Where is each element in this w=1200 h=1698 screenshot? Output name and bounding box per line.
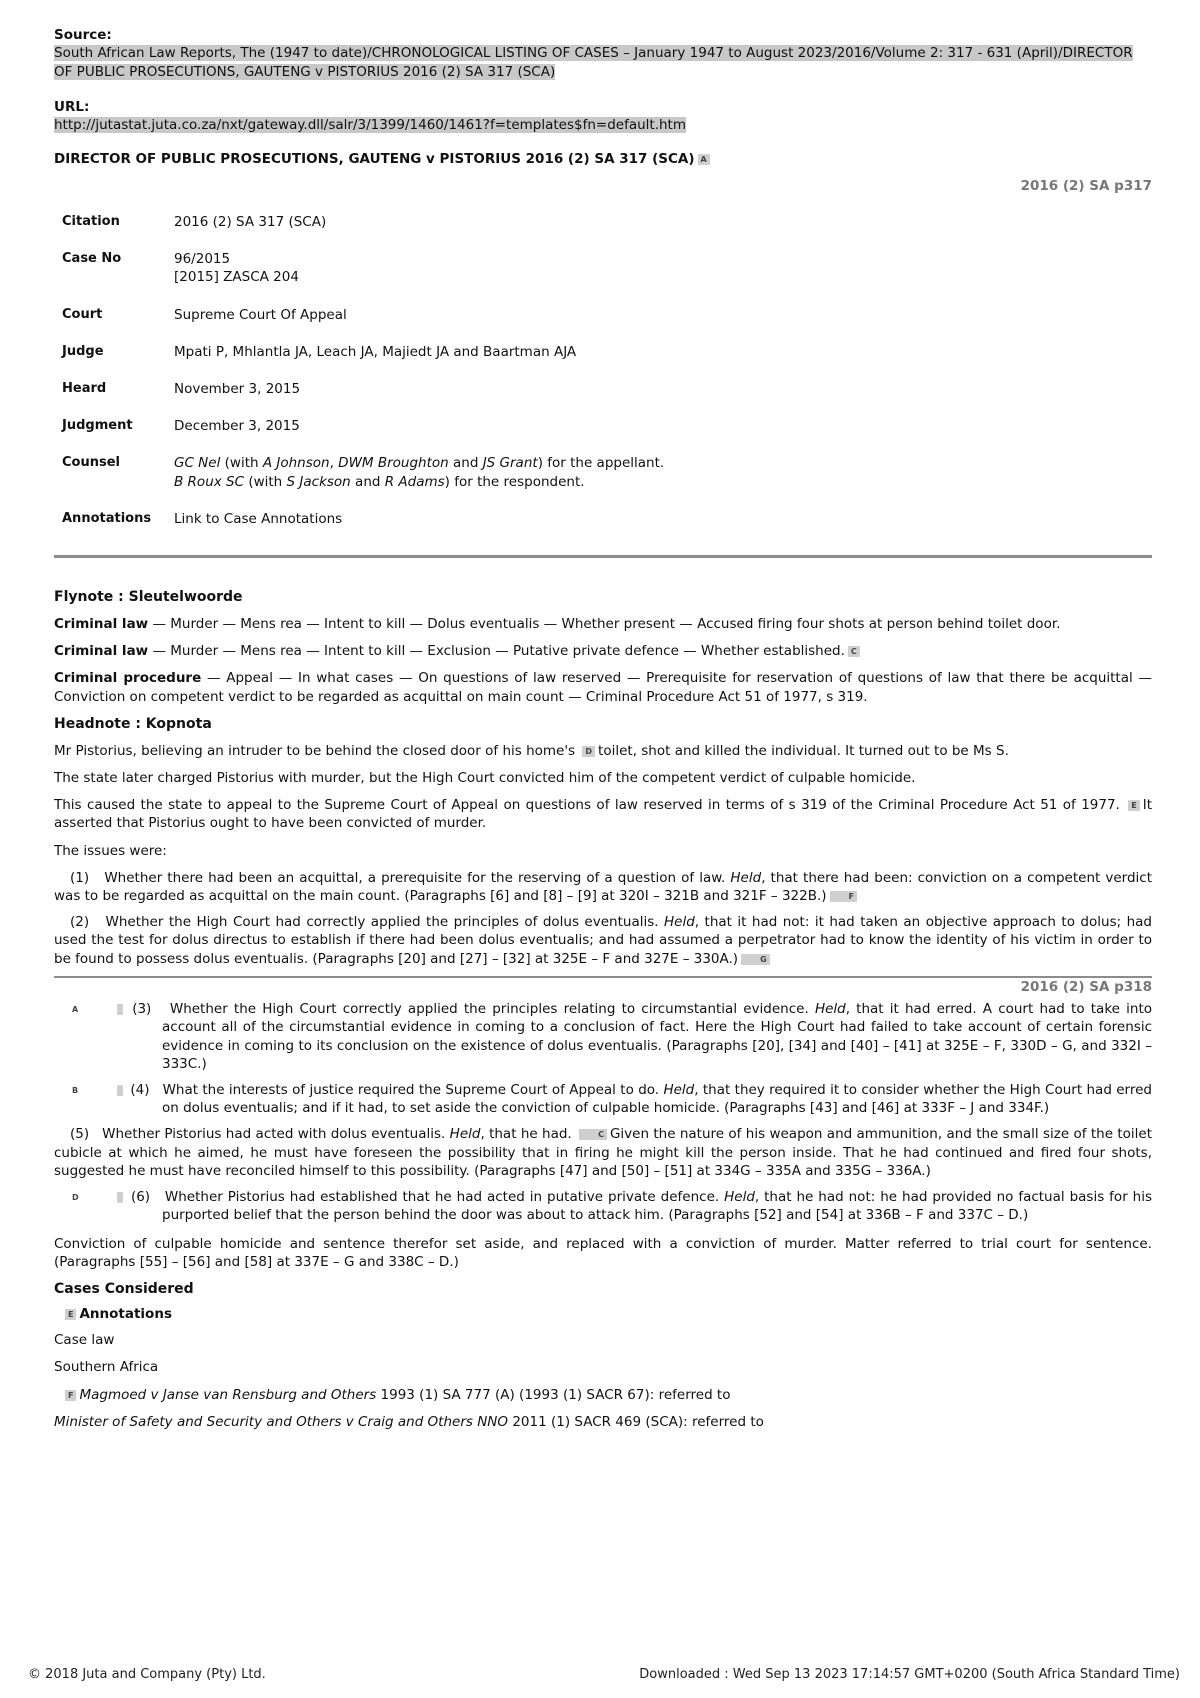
issue-item — [72, 1000, 1153, 1073]
page-marker[interactable]: E — [1128, 800, 1139, 811]
headnote-paragraph: The state later charged Pistorius with murder, but the High Court convicted him of the competent verdict of culpable homicide. — [54, 769, 916, 786]
page-marker[interactable]: C — [848, 646, 860, 657]
source-section — [54, 26, 1152, 82]
issue-text: , that it had not: it had taken an objective approach to dolus; had used the test for dolus directus to establish if there had been dolus eventualis; and had assumed a perpetrator had to know the identity of his victim in order to be found to possess dolus eventualis. (Paragraphs [20] and [27] – [32] at 325E – F and 327E – 330A.) — [54, 914, 1152, 967]
page-marker[interactable]: F — [830, 891, 857, 902]
counsel-text: , — [329, 455, 339, 472]
annotations-heading-text: Annotations — [79, 1305, 172, 1322]
region-label: Southern Africa — [54, 1359, 159, 1376]
cases-considered-heading: Cases Considered — [54, 1280, 194, 1297]
flynote-paragraph — [54, 615, 1152, 633]
counsel-text: (with — [220, 455, 263, 472]
page-marker[interactable]: D — [117, 1192, 123, 1203]
meta-row-heard — [62, 380, 664, 417]
judgment-value: December 3, 2015 — [174, 418, 300, 435]
issue-item — [72, 1081, 1152, 1117]
copyright-text: © 2018 Juta and Company (Pty) Ltd. — [28, 1667, 266, 1682]
meta-row-case-no — [62, 250, 664, 305]
page-marker[interactable]: A — [117, 1004, 123, 1015]
issue-text: Whether the High Court correctly applied the principles relating to circumstantial evidence. — [169, 1001, 815, 1018]
section-divider — [54, 555, 1152, 558]
counsel-name: S Jackson — [286, 473, 351, 490]
url-section — [54, 98, 1152, 134]
headnote-paragraph — [54, 742, 1152, 760]
page-marker[interactable]: A — [698, 154, 710, 165]
issue-item — [72, 1188, 1153, 1224]
court-label: Court — [62, 306, 103, 322]
counsel-text: ) for the appellant. — [537, 455, 665, 472]
source-label: Source: — [54, 27, 112, 43]
url-link[interactable]: http://jutastat.juta.co.za/nxt/gateway.dll/salr/3/1399/1460/1461?f=templates$fn=default.htm — [54, 117, 687, 134]
case-no-line-2: [2015] ZASCA 204 — [174, 269, 299, 286]
meta-row-judge — [62, 343, 664, 380]
case-title-text: DIRECTOR OF PUBLIC PROSECUTIONS, GAUTENG v PISTORIUS 2016 (2) SA 317 (SCA) — [54, 151, 695, 168]
issue-item — [54, 913, 1152, 968]
case-no-line-1: 96/2015 — [174, 251, 231, 268]
flynote-heading: Flynote : Sleutelwoorde — [54, 589, 243, 606]
case-name[interactable]: Magmoed v Janse van Rensburg and Others — [79, 1386, 377, 1403]
issue-text: Given the nature of his weapon and ammunition, and the small size of the toilet cubicle at which he aimed, he must have foreseen the possibility that in firing he might kill the person inside. That he had continued and fired four shots, suggested he must have reconciled himself to this possibility. (Paragraphs [47] and [50] – [51] at 334G – 335A and 335G – 336A.) — [54, 1126, 1152, 1179]
held-label: Held — [663, 1082, 695, 1098]
counsel-text: ) for the respondent. — [444, 473, 585, 490]
issue-number: (4) — [130, 1082, 150, 1098]
held-label: Held — [449, 1126, 481, 1143]
case-metadata-table — [62, 213, 664, 547]
document-page — [54, 26, 1152, 1440]
issue-text: What the interests of justice required the Supreme Court of Appeal to do. — [162, 1082, 664, 1098]
flynote-topic: Criminal procedure — [54, 670, 202, 687]
issue-item — [54, 1125, 1152, 1180]
counsel-value — [174, 454, 664, 509]
page-reference: 2016 (2) SA p318 — [1020, 978, 1152, 995]
flynote-topic: Criminal law — [54, 643, 149, 660]
held-label: Held — [814, 1001, 846, 1018]
meta-row-court — [62, 306, 664, 343]
flynote-paragraph — [54, 669, 1152, 705]
annotations-subheading — [62, 1305, 1152, 1323]
issue-text: , that it had erred. A court had to take into account all of the circumstantial evidence in coming to a conclusion of fact. Here the High Court had failed to take account of certain forensic evidence in coming to its conclusion on the existence of dolus eventualis. (Paragraphs [20], [34] and [40] – [41] at 325E – F, 330D – G, and 332I – 333C.) — [162, 1001, 1153, 1072]
issue-text: , that he had not: he had provided no factual basis for his purported belief that the person behind the door was about to attack him. (Paragraphs [52] and [54] at 336B – F and 337C – D.) — [162, 1189, 1153, 1224]
issue-text: , that he had. — [480, 1126, 577, 1143]
held-label: Held — [730, 869, 762, 886]
headnote-text: Mr Pistorius, believing an intruder to be behind the closed door of his home's — [54, 742, 580, 759]
meta-row-counsel — [62, 454, 664, 509]
held-label: Held — [724, 1189, 755, 1206]
url-label: URL: — [54, 99, 90, 115]
page-marker[interactable]: E — [65, 1309, 76, 1320]
counsel-text: and — [350, 473, 385, 490]
counsel-name: B Roux SC — [174, 473, 245, 490]
flynote-topic: Criminal law — [54, 615, 149, 632]
headnote-text: toilet, shot and killed the individual. It turned out to be Ms S. — [598, 742, 1009, 759]
flynote-text: — Murder — Mens rea — Intent to kill — Exclusion — Putative private defence — Whether established. — [148, 643, 845, 660]
page-marker[interactable]: B — [117, 1085, 123, 1096]
annotations-link[interactable]: Link to Case Annotations — [174, 510, 343, 527]
page-marker[interactable]: G — [741, 954, 770, 965]
case-no-label: Case No — [62, 251, 122, 267]
meta-row-citation — [62, 213, 664, 250]
counsel-name: JS Grant — [482, 455, 538, 472]
issue-number: (6) — [130, 1189, 151, 1206]
case-name[interactable]: Minister of Safety and Security and Others v Craig and Others NNO — [54, 1413, 509, 1430]
case-title — [54, 150, 1152, 168]
headnote-text: It asserted that Pistorius ought to have been convicted of murder. — [54, 797, 1152, 832]
flynote-text: — Murder — Mens rea — Intent to kill — Dolus eventualis — Whether present — Accused firing four shots at person behind toilet door. — [148, 615, 1061, 632]
headnote-text: This caused the state to appeal to the Supreme Court of Appeal on questions of law reserved in terms of s 319 of the Criminal Procedure Act 51 of 1977. — [54, 797, 1126, 814]
counsel-name: R Adams — [384, 473, 445, 490]
flynote-paragraph — [54, 642, 1152, 660]
issue-number: (2) — [70, 914, 90, 931]
meta-row-judgment — [62, 417, 664, 454]
page-marker[interactable]: C — [579, 1129, 607, 1140]
source-text[interactable]: South African Law Reports, The (1947 to date)/CHRONOLOGICAL LISTING OF CASES – January 1947 to August 2023/2016/Volume 2: 317 - 631 (April)/DIRECTOR OF PUBLIC PROSECUTIONS, GAUTENG v PISTORIUS 2016 (2) SA 317 (SCA) — [54, 45, 1133, 81]
headnote-paragraph — [54, 796, 1152, 832]
issue-text: , that they required it to consider whether the High Court had erred on dolus eventualis; and if it had, to set aside the conviction of culpable homicide. (Paragraphs [43] and [46] at 333F – J and 334F.) — [162, 1082, 1152, 1117]
issue-text: Whether Pistorius had established that he had acted in putative private defence. — [164, 1189, 725, 1206]
issue-item — [54, 869, 1152, 905]
page-marker[interactable]: D — [582, 746, 595, 757]
case-citation: 1993 (1) SA 777 (A) (1993 (1) SACR 67): referred to — [376, 1386, 731, 1403]
issue-text: Whether Pistorius had acted with dolus eventualis. — [102, 1126, 450, 1143]
heard-label: Heard — [62, 380, 107, 396]
issue-text: Whether the High Court had correctly applied the principles of dolus eventualis. — [105, 914, 664, 931]
case-no-value — [174, 250, 664, 305]
issue-text: , that there had been: conviction on a competent verdict was to be regarded as acquittal on the main count. (Paragraphs [6] and [8] – [9] at 320I – 321B and 321F – 322B.) — [54, 869, 1153, 905]
meta-row-annotations — [62, 510, 664, 547]
page-marker[interactable]: F — [65, 1390, 76, 1401]
court-value: Supreme Court Of Appeal — [174, 306, 347, 323]
annotations-label: Annotations — [62, 510, 152, 526]
headnote-heading: Headnote : Kopnota — [54, 715, 212, 732]
judge-label: Judge — [62, 343, 104, 359]
counsel-text: (with — [244, 473, 287, 490]
held-label: Held — [664, 914, 695, 931]
case-law-label: Case law — [54, 1332, 115, 1349]
case-citation: 2011 (1) SACR 469 (SCA): referred to — [508, 1413, 764, 1430]
counsel-respondent — [174, 473, 664, 491]
heard-value: November 3, 2015 — [174, 380, 301, 397]
counsel-text: and — [448, 455, 483, 472]
citation-label: Citation — [62, 213, 120, 229]
counsel-name: GC Nel — [174, 455, 221, 472]
case-reference — [54, 1413, 1152, 1431]
judge-value: Mpati P, Mhlantla JA, Leach JA, Majiedt JA and Baartman AJA — [174, 343, 577, 360]
counsel-name: A Johnson — [262, 455, 330, 472]
counsel-name: DWM Broughton — [338, 455, 449, 472]
case-reference — [62, 1386, 1152, 1404]
issue-number: (3) — [132, 1001, 152, 1018]
headnote-paragraph: The issues were: — [54, 842, 167, 859]
issue-number: (5) — [70, 1126, 90, 1143]
download-timestamp: Downloaded : Wed Sep 13 2023 17:14:57 GMT+0200 (South Africa Standard Time) — [639, 1667, 1180, 1682]
citation-value: 2016 (2) SA 317 (SCA) — [174, 213, 327, 230]
page-reference: 2016 (2) SA p317 — [1020, 177, 1152, 194]
issue-text: Whether there had been an acquittal, a prerequisite for the reserving of a question of law. — [104, 869, 731, 886]
issue-number: (1) — [70, 869, 90, 886]
headnote-conclusion: Conviction of culpable homicide and sentence therefor set aside, and replaced with a conviction of murder. Matter referred to trial court for sentence. (Paragraphs [55] – [56] and [58] at 337E – G and 338C – D.) — [54, 1235, 1152, 1270]
flynote-text: — Appeal — In what cases — On questions of law reserved — Prerequisite for reservation of questions of law that there be acquittal — Conviction on competent verdict to be regarded as acquittal on main count — Criminal Procedure Act 51 of 1977, s 319. — [54, 670, 1153, 705]
judgment-label: Judgment — [62, 418, 133, 434]
counsel-label: Counsel — [62, 455, 120, 471]
counsel-appellant — [174, 454, 664, 472]
